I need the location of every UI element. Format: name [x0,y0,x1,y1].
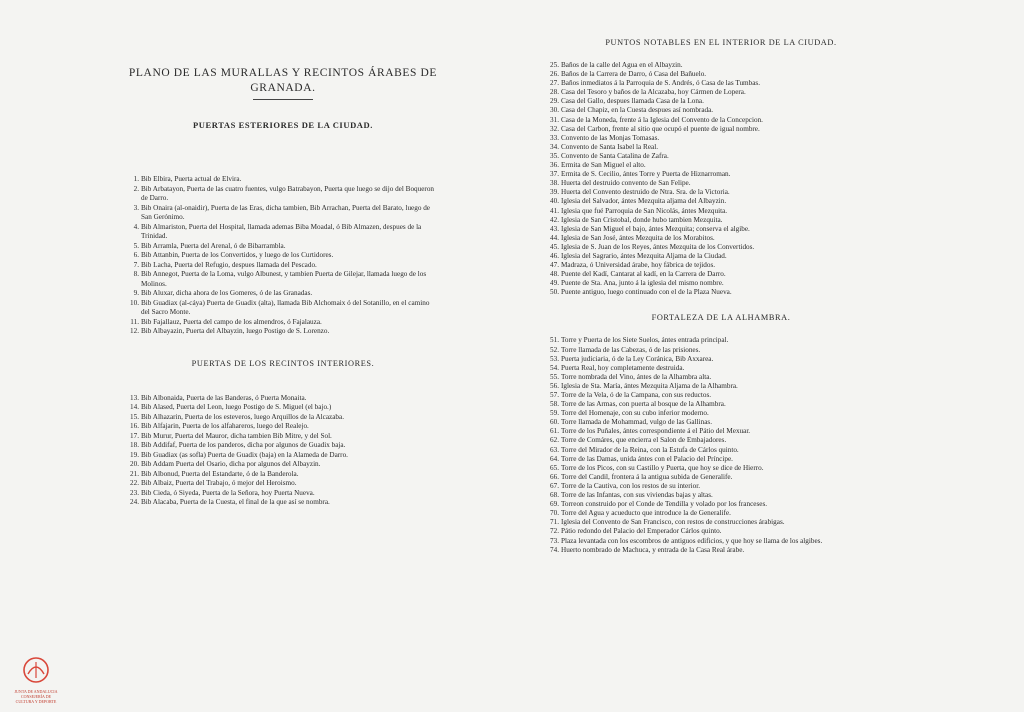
list-item [548,207,894,216]
item-number: 16. [130,422,139,430]
list-item [128,261,438,271]
item-text: Casa del Chapiz, en la Cuesta despues así nombrada. [561,106,714,115]
list-item [548,382,894,391]
list-item [548,336,894,345]
item-text: Iglesia de S. Juan de los Reyes, ántes Mezquita de los Convertidos. [561,242,755,251]
list-item [548,97,894,106]
logo-text-1: JUNTA DE ANDALUCIA [14,689,58,694]
list-item [548,279,894,288]
list-item [548,391,894,400]
item-text: Puerta judiciaria, ó de la Ley Coránica, Bib Axxarea. [561,354,714,363]
item-text: Torre del Homenaje, con su cubo inferior moderno. [561,409,709,418]
list-item [128,270,438,289]
list-item [548,197,894,206]
item-number: 6. [133,251,139,259]
item-text: Bib Alacaba, Puerta de la Cuesta, el final de la que así se nombra. [141,498,330,506]
item-number: 23. [130,488,139,497]
list-item [128,479,438,489]
item-text: Torre de las Damas, unida ántes con el Palacio del Príncipe. [561,454,733,463]
item-text: Bib Albonud, Puerta del Estandarte, ó de la Banderola. [141,469,299,478]
item-number: 50. [550,288,559,297]
item-text: Bib Guadiax (as sofla) Puerta de Guadix (baja) en la Alameda de Darro. [141,450,348,459]
item-number: 65. [550,463,559,472]
list-item [128,251,438,261]
item-text: Torre nombrada del Vino, ántes de la Alhambra alta. [561,372,712,381]
list-item [548,70,894,79]
item-number: 36. [550,161,559,170]
item-number: 68. [550,491,559,500]
item-text: Puente antiguo, luego continuado con el de la Plaza Nueva. [561,288,732,297]
item-number: 29. [550,97,559,106]
item-text: Bib Alased, Puerta del Leon, luego Postigo de S. Miguel (el bajo.) [141,403,332,411]
item-number: 64. [550,454,559,463]
item-number: 45. [550,242,559,251]
item-number: 17. [130,431,139,440]
list-item [548,500,894,509]
item-text: Torre de los Puñales, ántes correspondiente á el Pátio del Mexuar. [561,427,751,436]
list-item [548,509,894,518]
item-number: 66. [550,472,559,481]
list-item [128,223,438,242]
list-item [548,373,894,382]
item-text: Torre de la Vela, ó de la Campana, con sus reductos. [561,391,712,399]
item-text: Iglesia de San José, ántes Mezquita de los Morabitos. [561,233,715,242]
list-item [128,498,438,508]
item-text: Torre de las Armas, con puerta al bosque de la Alhambra. [561,400,726,409]
item-text: Casa del Tesoro y baños de la Alcazaba, hoy Cármen de Lopera. [561,88,746,97]
list-item [548,116,894,125]
item-text: Bib Annegot, Puerta de la Loma, vulgo Albunest, y tambien Puerta de Gilejar, llamada luego de los Molinos. [141,270,427,288]
list-item [128,470,438,480]
item-text: Torre del Candil, frontera á la antigua subida de Generalife. [561,472,733,481]
list-item [548,409,894,418]
item-text: Bib Aluxar, dicha ahora de los Gomeres, ó de las Granadas. [141,289,313,297]
list-item [548,473,894,482]
list-item [548,418,894,427]
item-text: Torre llamada de Mohammad, vulgo de las Gallinas. [561,418,712,427]
item-number: 30. [550,106,559,115]
alhambra-list [548,336,894,554]
item-text: Bib Onaira (al-onaidir), Puerta de las Eras, dicha tambien, Bib Arrachan, Puerta del Barato, luego de San Gerónimo. [141,203,430,221]
item-number: 57. [550,391,559,399]
item-number: 40. [550,197,559,206]
item-text: Iglesia del Salvador, ántes Mezquita aljama del Albayzin. [561,197,727,206]
item-number: 24. [130,498,139,506]
item-text: Convento de Santa Isabel la Real. [561,142,659,151]
item-text: Ermita de San Miguel el alto. [561,161,646,170]
list-item [548,400,894,409]
item-number: 42. [550,215,559,224]
list-item [548,134,894,143]
list-item [548,270,894,279]
item-text: Bib Albaiz, Puerta del Trabajo, ó mejor del Heroismo. [141,479,297,487]
item-text: Bib Addifaf, Puerta de los panderos, dicha por algunos de Guadix baja. [141,441,346,449]
item-number: 48. [550,270,559,279]
alhambra-heading: FORTALEZA DE LA ALHAMBRA. [651,313,791,323]
item-number: 33. [550,133,559,142]
list-item [548,491,894,500]
item-text: Huerta del Convento destruido de Ntra. Sra. de la Victoria. [561,188,730,197]
item-number: 7. [133,260,139,269]
list-item [548,546,894,555]
item-number: 47. [550,261,559,270]
list-item [548,143,894,152]
item-text: Torre del Agua y acueducto que introduce la de Generalife. [561,509,731,518]
item-text: Torre de Comáres, que encierra el Salon de Embajadores. [561,436,727,445]
item-number: 54. [550,363,559,372]
item-text: Iglesia del Sagrario, ántes Mezquita Aljama de la Ciudad. [561,251,727,260]
right-column [548,38,894,555]
item-number: 67. [550,481,559,490]
item-number: 27. [550,79,559,88]
item-text: Bib Albonaida, Puerta de las Banderas, ó Puerta Monaita. [141,393,307,402]
item-number: 58. [550,400,559,409]
list-item [548,161,894,170]
item-text: Puente del Kadí, Cantarat al kadí, en la Carrera de Darro. [561,270,726,279]
item-text: Puerta Real, hoy completamente destruida. [561,363,685,372]
list-item [548,225,894,234]
item-text: Bib Addam Puerta del Osario, dicha por algunos del Albayzin. [141,460,321,468]
item-number: 2. [133,184,139,193]
item-number: 20. [130,460,139,468]
item-number: 60. [550,418,559,427]
list-item [548,527,894,536]
item-text: Torre del Mirador de la Reina, con la Estufa de Cárlos quinto. [561,445,739,454]
item-text: Iglesia de San Miguel el bajo, ántes Mezquita; conserva el algibe. [561,224,750,233]
list-item [548,455,894,464]
item-number: 3. [133,203,139,212]
list-item [128,413,438,423]
item-number: 49. [550,279,559,288]
exterior-gates-heading: PUERTAS ESTERIORES DE LA CIUDAD. [192,120,374,130]
item-number: 26. [550,70,559,79]
item-number: 59. [550,409,559,418]
list-item [548,243,894,252]
item-number: 41. [550,206,559,215]
list-item [548,234,894,243]
list-item [128,318,438,328]
item-number: 22. [130,479,139,487]
item-text: Bib Albayazin, Puerta del Albayzin, luego Postigo de S. Lorenzo. [141,327,330,335]
item-text: Torre y Puerta de los Siete Suelos, ántes entrada principal. [561,336,729,345]
item-number: 74. [550,545,559,554]
item-number: 70. [550,509,559,518]
list-item [128,289,438,299]
item-number: 21. [130,469,139,478]
item-text: Iglesia del Convento de San Francisco, con restos de construcciones árabigas. [561,518,785,527]
item-text: Madraza, ó Universidad árabe, hoy fábrica de tejidos. [561,261,716,270]
item-number: 37. [550,170,559,179]
item-number: 14. [130,403,139,411]
list-item [128,489,438,499]
item-number: 34. [550,142,559,151]
item-text: Bib Alhazarin, Puerta de los esteveros, luego Arquillos de la Alcazaba. [141,412,344,421]
item-text: Baños de la Carrera de Darro, ó Casa del Bañuelo. [561,70,707,79]
item-number: 13. [130,393,139,402]
item-text: Torre llamada de las Cabezas, ó de las prisiones. [561,345,701,354]
item-text: Ermita de S. Cecilio, ántes Torre y Puerta de Hiznarroman. [561,170,731,179]
interior-gates-heading: PUERTAS DE LOS RECINTOS INTERIORES. [191,358,375,368]
item-number: 28. [550,88,559,97]
item-number: 71. [550,518,559,527]
item-number: 9. [133,289,139,297]
list-item [128,204,438,223]
list-item [548,346,894,355]
item-text: Bib Alfajarin, Puerta de los alfahareros, luego del Realejo. [141,422,309,430]
item-number: 55. [550,372,559,381]
item-number: 63. [550,445,559,454]
list-item [128,299,438,318]
item-text: Torre de la Cautiva, con los restos de su interior. [561,481,701,490]
list-item [548,446,894,455]
item-text: Casa del Carbon, frente al sitio que ocupó el puente de igual nombre. [561,124,760,133]
item-text: Torre de las Infantas, con sus viviendas bajas y altas. [561,491,713,500]
item-number: 32. [550,124,559,133]
item-text: Bib Elbira, Puerta actual de Elvira. [141,175,242,183]
item-number: 43. [550,224,559,233]
item-number: 4. [133,222,139,231]
item-number: 18. [130,441,139,449]
item-text: Bib Fajallauz, Puerta del campo de los almendros, ó Fajalauza. [141,317,322,326]
item-text: Iglesia que fué Parroquia de San Nicolás, ántes Mezquita. [561,206,728,215]
item-text: Baños de la calle del Agua en el Albayzin. [561,61,683,69]
exterior-gates-list [128,175,438,337]
item-number: 56. [550,381,559,390]
list-item [548,464,894,473]
item-number: 10. [130,298,139,307]
list-item [128,175,438,185]
list-item [548,61,894,70]
item-number: 11. [130,317,139,326]
item-number: 12. [130,327,139,335]
list-item [128,432,438,442]
list-item [548,252,894,261]
notable-points-list [548,61,894,297]
list-item [128,422,438,432]
list-item [548,170,894,179]
item-text: Casa del Gallo, despues llamada Casa de la Lona. [561,97,704,106]
item-text: Bib Arramla, Puerta del Arenal, ó de Bibarrambla. [141,241,286,250]
logo-text-2: CONSEJERÍA DE CULTURA Y DEPORTE [15,694,57,704]
item-text: Huerto nombrado de Machuca, y entrada de la Casa Real árabe. [561,545,745,554]
item-number: 38. [550,179,559,188]
item-text: Bib Guadiax (al-cáya) Puerta de Guadix (alta), llamada Bib Alchomaix ó del Sotanillo, en el camino del Sacro Monte. [141,298,430,316]
item-number: 5. [133,241,139,250]
list-item [548,261,894,270]
list-item [548,482,894,491]
list-item [548,216,894,225]
item-number: 31. [550,115,559,124]
list-item [128,460,438,470]
junta-andalucia-logo [14,654,58,704]
item-number: 61. [550,427,559,436]
list-item [128,394,438,404]
item-number: 15. [130,412,139,421]
item-text: Iglesia de San Cristobal, donde hubo tambien Mezquita. [561,215,723,224]
list-item [548,106,894,115]
item-text: Casa de la Moneda, frente á la Iglesia del Convento de la Concepcion. [561,115,763,124]
list-item [548,88,894,97]
list-item [128,327,438,337]
item-text: Bib Almariston, Puerta del Hospital, llamada ademas Biba Moadal, ó Bib Almazen, despues de la Trinidad. [141,222,422,240]
item-number: 53. [550,354,559,363]
item-text: Pátio redondo del Palacio del Emperador Cárlos quinto. [561,527,722,536]
item-text: Puente de Sta. Ana, junto á la iglesia del mismo nombre. [561,279,724,288]
list-item [548,518,894,527]
list-item [548,79,894,88]
item-number: 25. [550,61,559,69]
list-item [548,436,894,445]
item-text: Baños inmediatos á la Parroquia de S. Andrés, ó Casa de las Tumbas. [561,79,761,88]
item-number: 8. [133,270,139,278]
list-item [548,364,894,373]
list-item [548,179,894,188]
item-number: 44. [550,233,559,242]
list-item [548,125,894,134]
item-text: Bib Cieda, ó Siyeda, Puerta de la Señora, hoy Puerta Nueva. [141,488,315,497]
list-item [548,537,894,546]
item-number: 52. [550,345,559,354]
list-item [128,185,438,204]
item-text: Bib Attanbin, Puerta de los Convertidos, y luego de los Curtidores. [141,251,334,259]
list-item [128,403,438,413]
list-item [548,152,894,161]
item-number: 1. [133,175,139,183]
list-item [548,288,894,297]
item-text: Bib Murur, Puerta del Mauror, dicha tambien Bib Mitre, y del Sol. [141,431,332,440]
item-text: Iglesia de Sta. María, ántes Mezquita Aljama de la Alhambra. [561,381,738,390]
item-number: 73. [550,536,559,545]
item-number: 19. [130,450,139,459]
notable-points-heading: PUNTOS NOTABLES EN EL INTERIOR DE LA CIUDAD. [605,38,837,47]
item-number: 35. [550,151,559,160]
list-item [548,355,894,364]
item-number: 69. [550,500,559,509]
document-title: PLANO DE LAS MURALLAS Y RECINTOS ÁRABES DE GRANADA. [128,67,438,94]
item-text: Huerta del destruido convento de San Felipe. [561,179,691,188]
item-number: 51. [550,336,559,345]
item-number: 46. [550,251,559,260]
item-number: 62. [550,436,559,445]
item-text: Plaza levantada con los escombros de antiguos edificios, y que hoy se llama de los algibes. [561,536,823,545]
item-number: 72. [550,527,559,536]
list-item [128,451,438,461]
logo-emblem-icon [14,654,58,684]
item-text: Bib Arbatayon, Puerta de las cuatro fuentes, vulgo Batrabayon, Puerta que luego se dijo del Boqueron de Darro. [141,184,435,202]
left-column [128,66,438,508]
item-text: Torre de los Picos, con su Castillo y Puerta, que hoy se dice de Hierro. [561,463,764,472]
item-text: Convento de las Monjas Tomasas. [561,133,660,142]
list-item [128,441,438,451]
interior-gates-list [128,394,438,508]
item-number: 39. [550,188,559,197]
item-text: Torreon construido por el Conde de Tendilla y volado por los franceses. [561,500,768,509]
item-text: Convento de Santa Catalina de Zafra. [561,151,669,160]
item-text: Bib Lacha, Puerta del Refugio, despues llamada del Pescado. [141,260,317,269]
list-item [548,188,894,197]
list-item [548,427,894,436]
list-item [128,242,438,252]
